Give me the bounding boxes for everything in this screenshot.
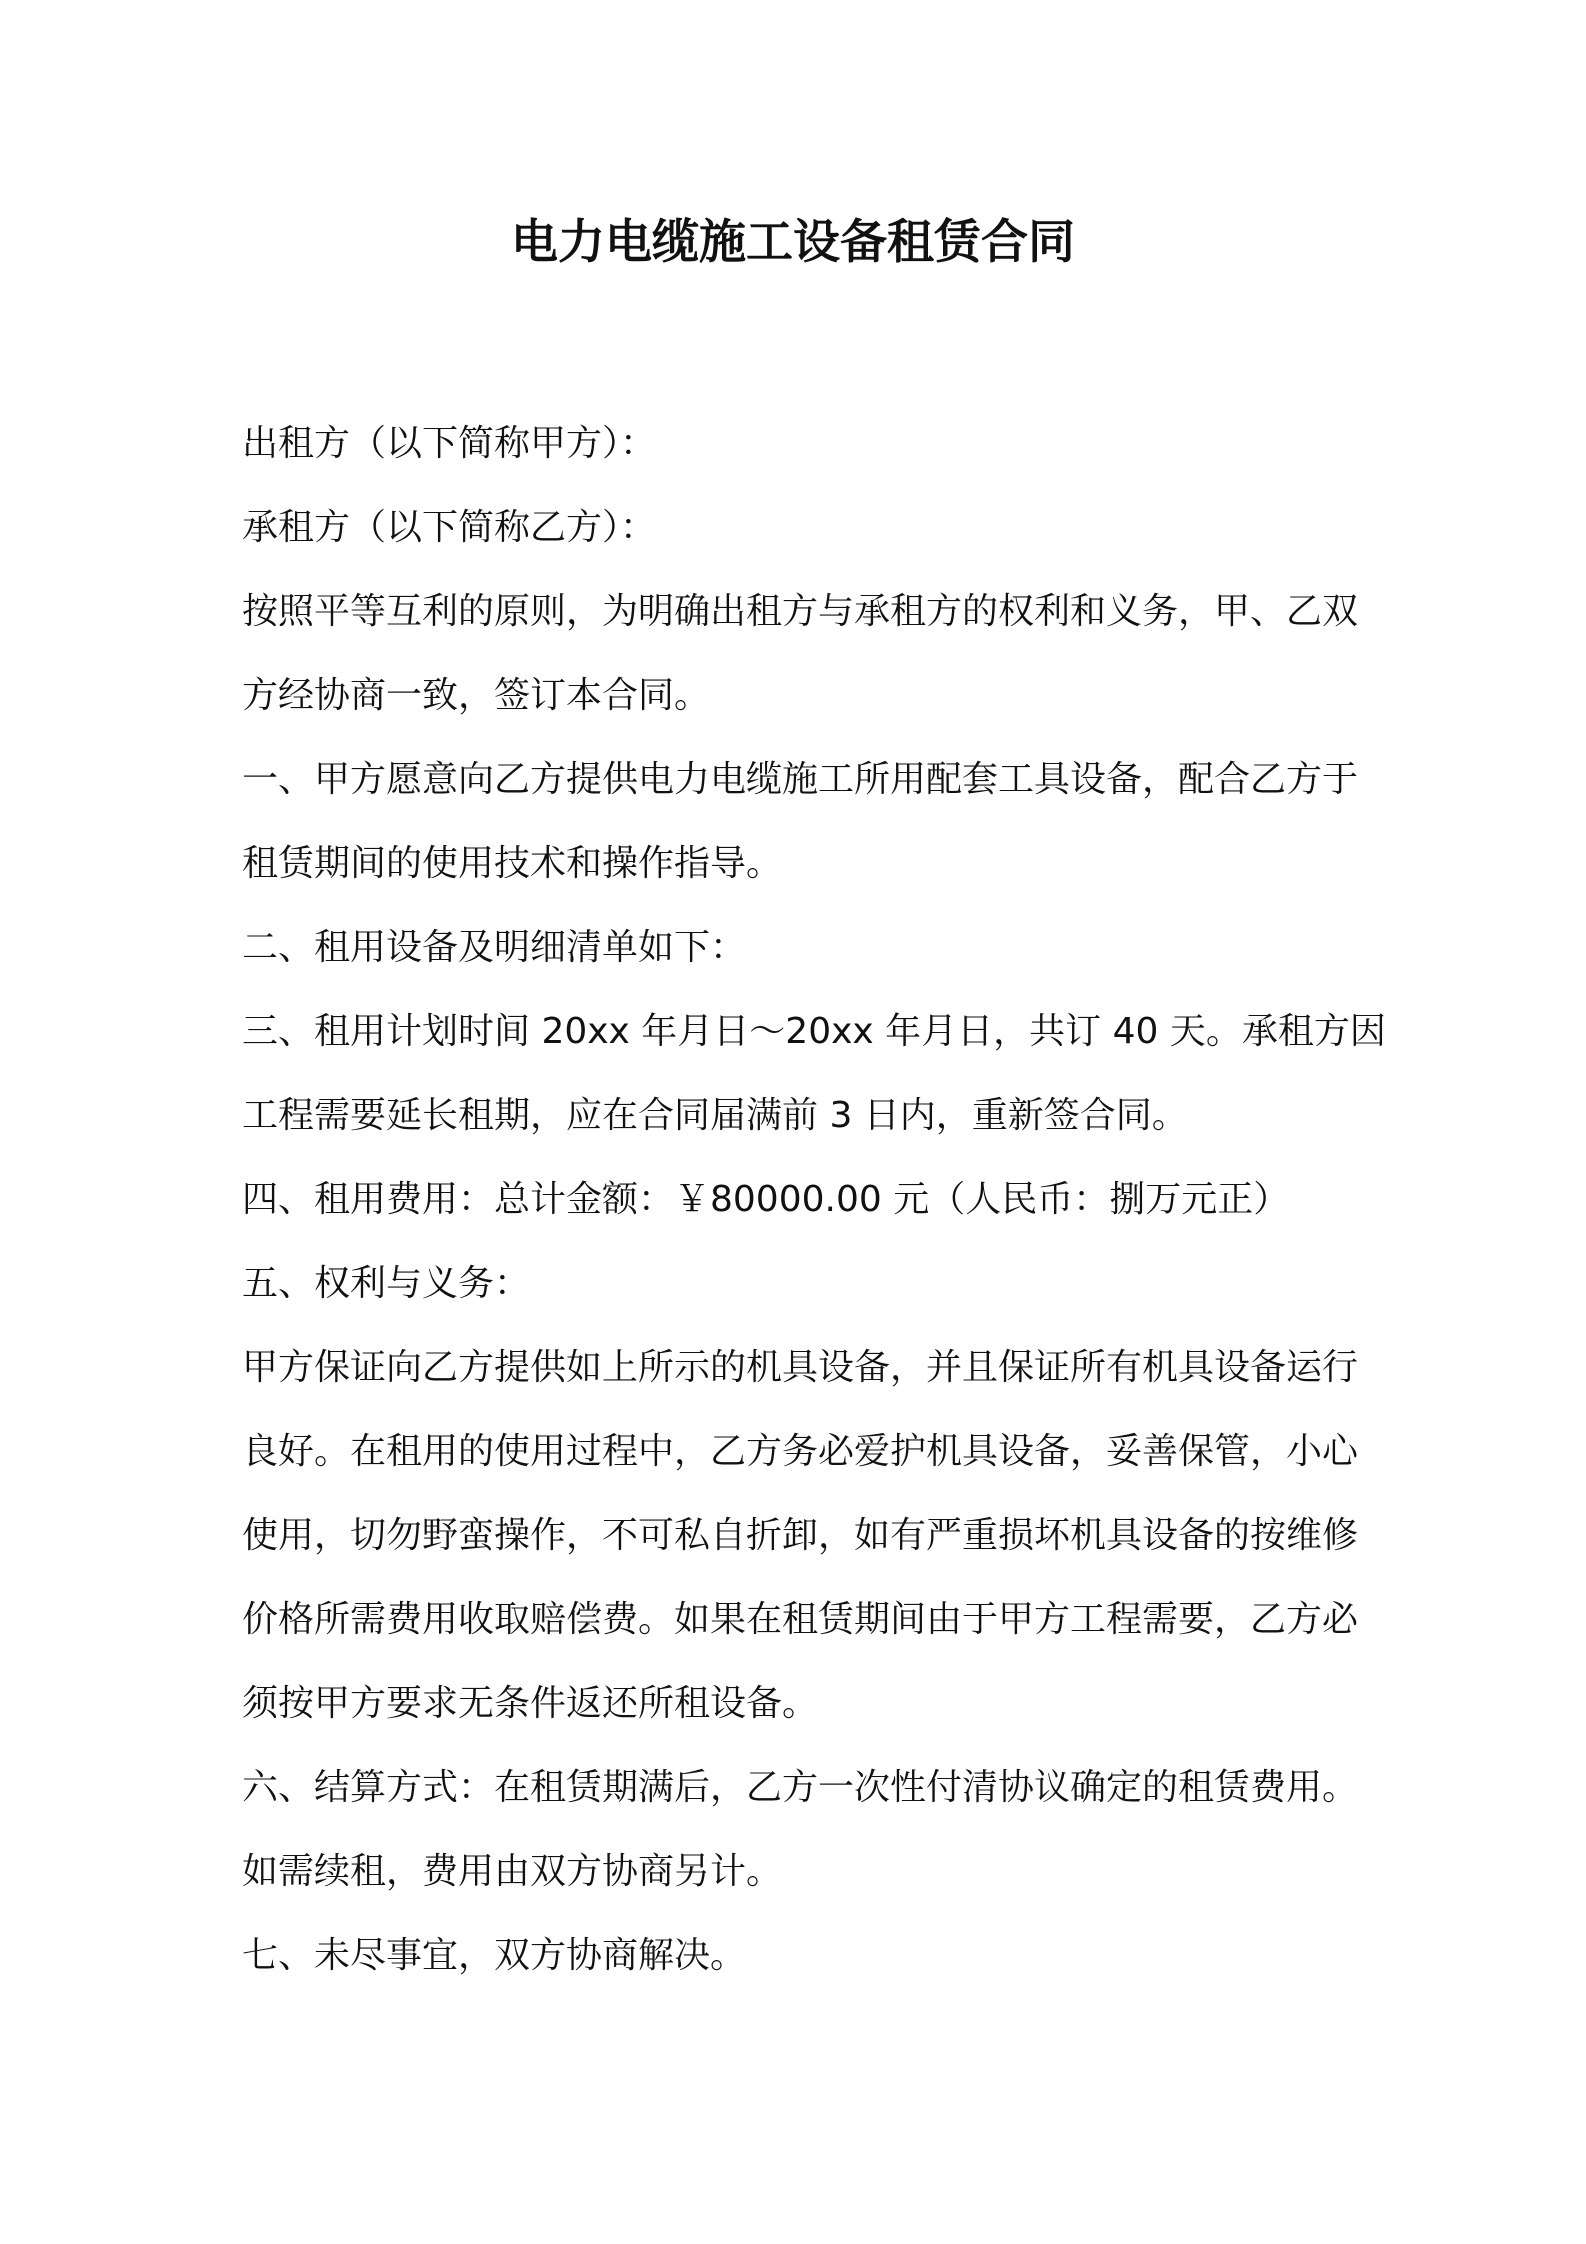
document-title: 电力电缆施工设备租赁合同 <box>511 215 1075 270</box>
clause-5-heading: 五、权利与义务： <box>242 1263 531 1304</box>
intro-paragraph: 按照平等互利的原则，为明确出租方与承租方的权利和义务，甲、乙双方经协商一致，签订本合同。 <box>242 591 1359 716</box>
clause-5-content: 甲方保证向乙方提供如上所示的机具设备，并且保证所有机具设备运行良好。在租用的使用过程中，乙方务必爱护机具设备，妥善保管，小心使用，切勿野蛮操作，不可私自折卸，如有严重损坏机具设备的按维修价格所需费用收取赔偿费。如果在租赁期间由于甲方工程需要，乙方必须按甲方要求无条件返还所租设备。 <box>242 1347 1359 1724</box>
clause-3: 三、租用计划时间 20xx 年月日～20xx 年月日，共订 40 天。承租方因工程需要延长租期，应在合同届满前 3 日内，重新签合同。 <box>242 1011 1386 1136</box>
lessor-line: 出租方（以下简称甲方）： <box>242 423 657 464</box>
clause-7: 七、未尽事宜，双方协商解决。 <box>242 1935 747 1976</box>
clause-1: 一、甲方愿意向乙方提供电力电缆施工所用配套工具设备，配合乙方于租赁期间的使用技术和操作指导。 <box>242 759 1359 884</box>
lessee-line: 承租方（以下简称乙方）： <box>242 507 657 548</box>
clause-2: 二、租用设备及明细清单如下： <box>242 927 747 968</box>
clause-6: 六、结算方式：在租赁期满后，乙方一次性付清协议确定的租赁费用。如需续租，费用由双方协商另计。 <box>242 1767 1359 1892</box>
clause-4: 四、租用费用：总计金额：￥80000.00 元（人民币：捌万元正） <box>242 1179 1290 1220</box>
contract-body <box>242 402 1392 1998</box>
